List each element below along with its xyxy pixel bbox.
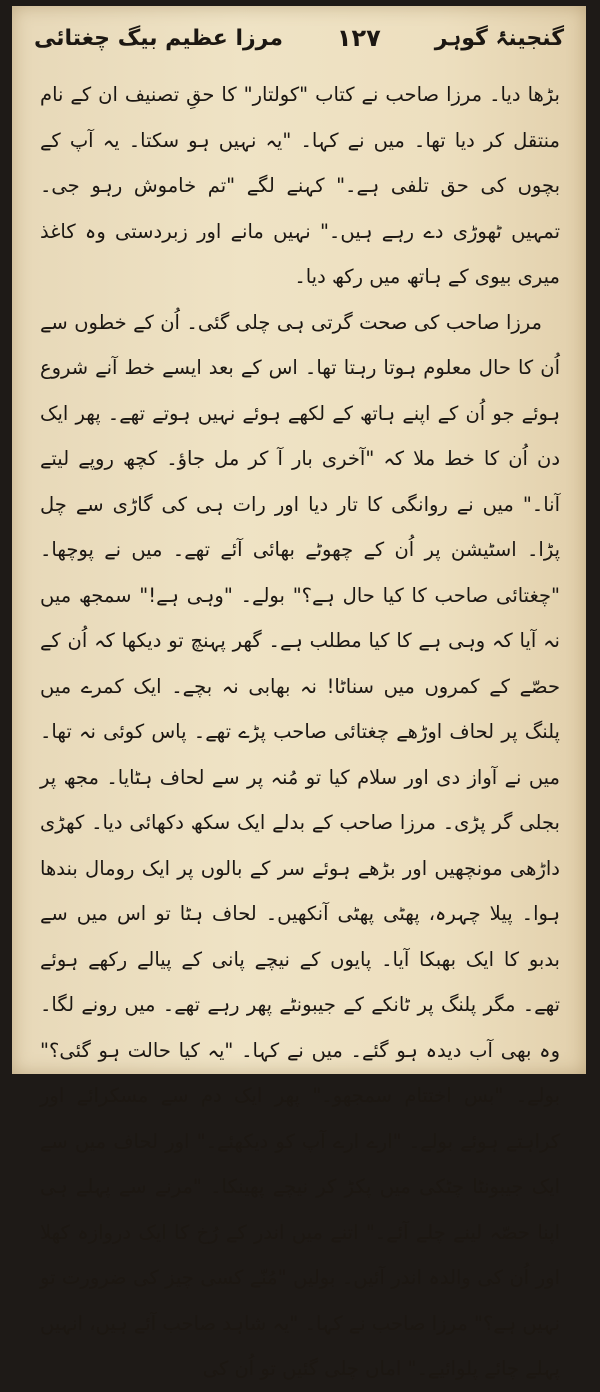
paragraph-2: مرزا صاحب کی صحت گرتی ہی چلی گئی۔ اُن کے خطوں سے اُن کا حال معلوم ہوتا رہتا تھا۔ اس کے بعد ایسے خط آنے شروع ہوئے جو اُن کے اپنے ہاتھ کے لکھے ہوئے نہیں ہوتے تھے۔ پھر ایک دن اُن کا خط ملا کہ "آخری بار آ کر مل جاؤ۔ کچھ روپے لیتے آنا۔" میں نے روانگی کا تار دیا اور رات ہی کی گاڑی سے چل پڑا۔ اسٹیشن پر اُن کے چھوٹے بھائی آئے تھے۔ میں نے پوچھا۔ "چغتائی صاحب کا کیا حال ہے؟" بولے۔ "وہی ہے!" سمجھ میں نہ آیا کہ وہی ہے کا کیا مطلب ہے۔ گھر پہنچ تو دیکھا کہ اُن کے حصّے کے کمروں میں سناٹا! نہ بھابی نہ بچے۔ ایک کمرے میں پلنگ پر لحاف اوڑھے چغتائی صاحب پڑے تھے۔ پاس کوئی نہ تھا۔ میں نے آواز دی اور سلام کیا تو مُنہ پر سے لحاف ہٹایا۔ مجھ پر بجلی گر پڑی۔ مرزا صاحب کے بدلے ایک سکھ دکھائی دیا۔ کھڑی داڑھی مونچھیں اور بڑھے ہوئے سر کے بالوں پر ایک رومال بندھا ہوا۔ پیلا چہرہ، پھٹی پھٹی آنکھیں۔ لحاف ہٹا تو اس میں سے بدبو کا ایک بھبکا آیا۔ پایوں کے نیچے پانی کے پیالے رکھے ہوئے تھے۔ مگر پلنگ پر ٹانکے کے جیبونٹے پھر رہے تھے۔ میں رونے لگا۔ وہ بھی آب دیدہ ہو گئے۔ میں نے کہا۔ "یہ کیا حالت ہو گئی؟" بولے۔ "بس اختتام سمجھو۔" پھر ایک دم سے مسکرائے اور کراہتے ہوئے بولے۔ "ارے ارے آپ کو دیکھئے۔" اور لحاف میں سے ایک جیبونٹا چٹکی میں پکڑ کر نیچے پھینکا۔ "مرنے سے پہلے ہی اپنا حصّہ لینے چلے آئے۔" اتنے میں اندر کے رُخ کا ایک دروازہ کھلا اور اُن کی والدہ اندر آئیں۔ بولیں "مُنّے کسی چیز کی ضرورت تو نہیں ہے؟" مرزا صاحب نے کہا۔ "یہ شاہد صاحب آئے ہیں، انہیں پہلے چائے پلوائیے۔" اماں چلی گئیں تو اُن کی (40, 310, 560, 1380)
author-name: مرزا عظیم بیگ چغتائی (34, 25, 283, 51)
body-text (40, 72, 560, 1392)
page-header (34, 20, 564, 56)
page-number: ۱۲۷ (336, 24, 381, 52)
book-page (12, 6, 586, 1380)
paragraph-1: بڑھا دیا۔ مرزا صاحب نے کتاب "کولتار" کا حقِ تصنیف ان کے نام منتقل کر دیا تھا۔ میں نے کہا۔ "یہ نہیں ہو سکتا۔ یہ آپ کے بچوں کی حق تلفی ہے۔" کہنے لگے "تم خاموش رہو جی۔ تمہیں ٹھوڑی دے رہے ہیں۔" نہیں مانے اور زبردستی وہ کاغذ میری بیوی کے ہاتھ میں رکھ دیا۔ (40, 83, 560, 288)
running-title: گنجینۂ گوہر (434, 25, 564, 51)
